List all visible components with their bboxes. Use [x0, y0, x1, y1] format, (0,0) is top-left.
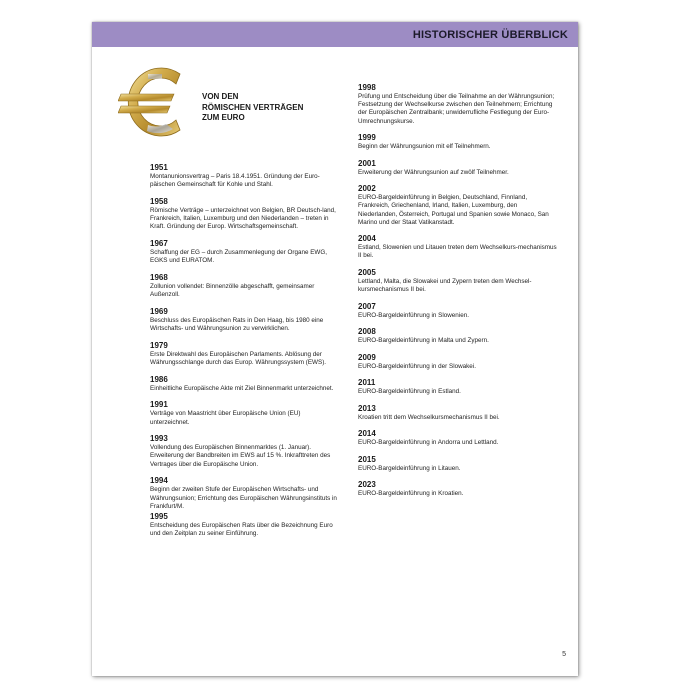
- intro-line-3: ZUM EURO: [202, 113, 245, 122]
- entry-text: EURO-Bargeldeinführung in Litauen.: [358, 464, 461, 472]
- timeline-entry: [358, 132, 558, 151]
- entry-year: 2005: [358, 267, 376, 277]
- timeline-entry: [358, 82, 558, 126]
- entry-text: EURO-Bargeldeinführung in Belgien, Deutschland, Finnland, Frankreich, Griechenland, Irland, Italien, Luxemburg, den Niederlanden, Österreich, Portugal und Spanien sowie Monaco, San Marino und der Staat Vatikanstadt.: [358, 194, 549, 226]
- entry-text: Erste Direktwahl des Europäischen Parlaments. Ablösung der Währungsschlange durch das Europ. Währungssystem (EWS).: [150, 350, 327, 366]
- entry-year: 1951: [150, 163, 168, 172]
- entry-year: 1993: [150, 434, 168, 444]
- entry-text: Zollunion vollendet: Binnenzölle abgeschafft, gemeinsamer Außenzoll.: [150, 282, 315, 299]
- entry-text: Beschluss des Europäischen Rats in Den Haag, bis 1980 eine Wirtschafts- und Währungsunion zu verwirklichen.: [150, 316, 324, 333]
- timeline-entry: [358, 377, 558, 396]
- entry-year: 2014: [358, 429, 376, 439]
- page-title: HISTORISCHER ÜBERBLICK: [412, 28, 568, 41]
- entry-year: 1968: [150, 272, 168, 282]
- entry-year: 2002: [358, 184, 376, 194]
- entry-text: EURO-Bargeldeinführung in Andorra und Lettland.: [358, 439, 499, 447]
- entry-text: Estland, Slowenien und Litauen treten dem Wechselkurs-mechanismus II bei.: [358, 244, 557, 260]
- page-number: 5: [562, 651, 566, 658]
- entry-text: Römische Verträge – unterzeichnet von Belgien, BR Deutsch-land, Frankreich, Italien, Luxemburg und den Niederlanden – treten in Kraft. Gründung der Europ. Wirtschaftsgemeinschaft.: [150, 206, 336, 231]
- timeline-entry: [358, 352, 558, 371]
- timeline-entry: [150, 511, 340, 538]
- timeline-entry: [150, 272, 340, 299]
- entry-text: EURO-Bargeldeinführung in Estland.: [358, 388, 461, 396]
- entry-year: 2007: [358, 301, 376, 311]
- entry-year: 2004: [358, 234, 376, 244]
- euro-symbol-icon: [118, 60, 188, 144]
- entry-text: Vollendung des Europäischen Binnenmarktes (1. Januar). Erweiterung der Bandbreiten im EWS auf 15 %. Inkrafttreten des Vertrages über die Europäische Union.: [150, 444, 331, 468]
- entry-text: Lettland, Malta, die Slowakei und Zypern treten dem Wechsel-kursmechanismus II bei.: [358, 277, 532, 294]
- entry-text: Beginn der zweiten Stufe der Europäischen Wirtschafts- und Währungsunion; Errichtung des Europäischen Währungsinstituts in Frankfurt/M.: [150, 486, 337, 510]
- entry-text: EURO-Bargeldeinführung in Slowenien.: [358, 311, 469, 319]
- entry-text: Schaffung der EG – durch Zusammenlegung der Organe EWG, EGKS und EURATOM.: [150, 249, 327, 265]
- entry-year: 1991: [150, 400, 168, 410]
- intro-heading: [202, 92, 342, 124]
- entry-year: 1986: [150, 374, 168, 384]
- timeline-left-column: [150, 162, 340, 545]
- entry-text: Entscheidung des Europäischen Rats über die Bezeichnung Euro und den Zeitplan zu seiner Einführung.: [150, 521, 333, 538]
- entry-year: 2015: [358, 454, 376, 464]
- timeline-entry: [150, 238, 340, 265]
- entry-year: 1994: [150, 476, 168, 486]
- entry-text: Beginn der Währungsunion mit elf Teilnehmern.: [358, 143, 491, 151]
- timeline-entry: [150, 399, 340, 426]
- timeline-entry: [150, 162, 340, 189]
- entry-text: Prüfung und Entscheidung über die Teilnahme an der Währungsunion; Festsetzung der Wechselkurse zwischen den Teilnehmern; Errichtung der Europäischen Zentralbank; unwiderrufliche Festlegung der Euro-Umrechnungskurse.: [358, 93, 555, 125]
- entry-year: 2013: [358, 403, 376, 413]
- timeline-entry: [358, 428, 558, 447]
- timeline-entry: [150, 374, 340, 393]
- timeline-entry: [358, 403, 558, 422]
- entry-year: 1967: [150, 239, 168, 249]
- entry-text: Einheitliche Europäische Akte mit Ziel Binnenmarkt unterzeichnet.: [150, 384, 334, 392]
- timeline-entry: [150, 433, 340, 469]
- document-page: [92, 22, 578, 676]
- entry-year: 2009: [358, 352, 376, 362]
- entry-year: 1979: [150, 340, 168, 350]
- entry-year: 1998: [358, 83, 376, 92]
- entry-year: 1999: [358, 133, 376, 143]
- timeline-entry: [358, 233, 558, 260]
- timeline-entry: [150, 196, 340, 232]
- entry-year: 2023: [358, 480, 376, 490]
- entry-year: 1995: [150, 511, 168, 521]
- entry-text: EURO-Bargeldeinführung in der Slowakei.: [358, 362, 476, 370]
- entry-text: Montanunionsvertrag – Paris 18.4.1951. Gründung der Euro-päischen Gemeinschaft für Kohle und Stahl.: [150, 173, 320, 189]
- timeline-entry: [358, 267, 558, 294]
- entry-text: Verträge von Maastricht über Europäische Union (EU) unterzeichnet.: [150, 410, 301, 426]
- timeline-entry: [358, 326, 558, 345]
- entry-year: 2001: [358, 158, 376, 168]
- timeline-entry: [358, 479, 558, 498]
- timeline-right-column: [358, 82, 558, 505]
- intro-line-1: VON DEN: [202, 92, 239, 101]
- entry-text: Kroatien tritt dem Wechselkursmechanismus II bei.: [358, 413, 500, 421]
- timeline-entry: [358, 301, 558, 320]
- entry-text: Erweiterung der Währungsunion auf zwölf Teilnehmer.: [358, 168, 509, 176]
- timeline-entry: [150, 475, 340, 511]
- timeline-entry: [358, 158, 558, 177]
- entry-text: EURO-Bargeldeinführung in Kroatien.: [358, 490, 464, 498]
- timeline-entry: [150, 306, 340, 333]
- entry-year: 2011: [358, 378, 376, 388]
- intro-line-2: RÖMISCHEN VERTRÄGEN: [202, 102, 304, 112]
- entry-text: EURO-Bargeldeinführung in Malta und Zypern.: [358, 337, 489, 345]
- header-bar: [92, 22, 578, 47]
- timeline-entry: [358, 183, 558, 227]
- entry-year: 2008: [358, 327, 376, 337]
- entry-year: 1969: [150, 306, 168, 316]
- timeline-entry: [150, 340, 340, 367]
- entry-year: 1958: [150, 196, 168, 206]
- timeline-entry: [358, 454, 558, 473]
